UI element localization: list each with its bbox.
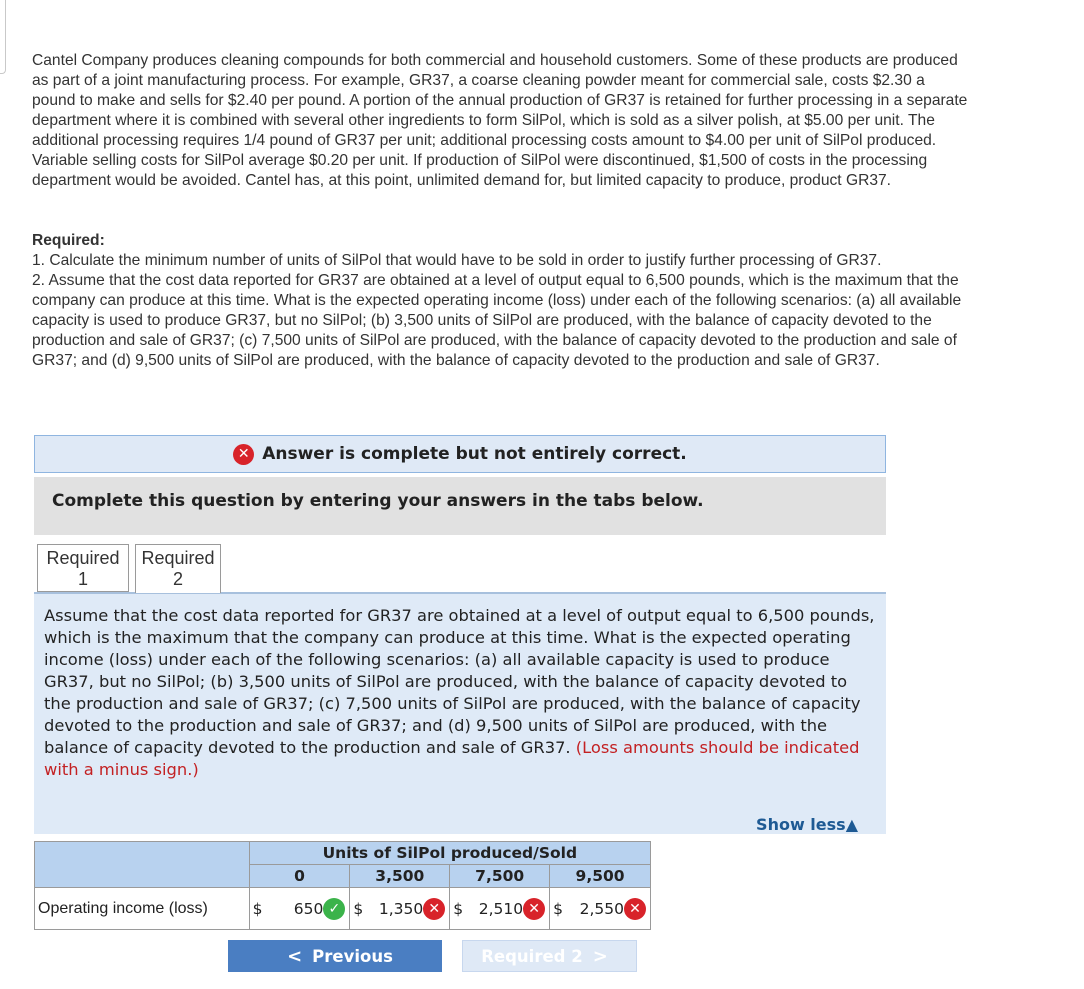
triangle-up-icon: ▲ <box>845 815 858 834</box>
tab-required-2-line2: 2 <box>172 569 183 589</box>
currency-symbol: $ <box>453 900 464 918</box>
show-less-button[interactable] <box>756 815 858 834</box>
answer-cell-7500[interactable] <box>450 888 550 930</box>
required-heading: Required: <box>32 232 105 249</box>
answer-value-9500: 2,550 <box>579 900 624 918</box>
loss-sign-note: (Loss amounts should be indicated with a minus sign.) <box>44 738 860 779</box>
x-circle-icon: ✕ <box>423 898 445 920</box>
requirement-2: 2. Assume that the cost data reported for GR37 are obtained at a level of output equal to 6,500 pounds, which is the maximum that the company can produce at this time. What is the expected operating income (loss) under each of the following scenarios: (a) all available capacity is used to produce GR37, but no SilPol; (b) 3,500 units of SilPol are produced, with the balance of capacity devoted to the production and sale of GR37; (c) 7,500 units of SilPol are produced, with the balance of capacity devoted to the production and sale of GR37; and (d) 9,500 units of SilPol are produced, with the balance of capacity devoted to the production and sale of GR37. <box>32 272 962 369</box>
x-circle-icon: ✕ <box>624 898 646 920</box>
instructions-text: Complete this question by entering your answers in the tabs below. <box>52 491 704 511</box>
chevron-left-icon: < <box>287 945 303 967</box>
chevron-right-icon: > <box>592 945 608 967</box>
panel-question-text <box>44 605 876 781</box>
currency-symbol: $ <box>553 900 563 918</box>
requirement-1: 1. Calculate the minimum number of units of SilPol that would have to be sold in order to justify further processing of GR37. <box>32 252 882 269</box>
page-edge-marker <box>0 0 6 74</box>
requirement-tabs <box>37 544 221 593</box>
problem-intro: Cantel Company produces cleaning compounds for both commercial and household customers. Some of these products are produced as part of a joint manufacturing process. For example, GR37, a coarse cleaning powder meant for commercial sale, costs $2.30 a pound to make and sells for $2.40 per pound. A portion of the annual production of GR37 is retained for further processing in a separate department where it is combined with several other ingredients to form SilPol, which is sold as a silver polish, at $5.00 per unit. The additional processing requires 1/4 pound of GR37 per unit; additional processing costs amount to $4.00 per unit of SilPol produced. Variable selling costs for SilPol average $0.20 per unit. If production of SilPol were discontinued, $1,500 of costs in the processing department would be avoided. Cantel has, at this point, unlimited demand for, but limited capacity to produce, product GR37. <box>32 52 968 189</box>
answer-status-text: Answer is complete but not entirely correct. <box>262 444 687 464</box>
show-less-label: Show less <box>756 815 846 834</box>
operating-income-table <box>34 841 651 930</box>
column-header-0: 0 <box>249 865 350 888</box>
next-required-2-button[interactable] <box>462 940 637 972</box>
panel-question-body: Assume that the cost data reported for GR37 are obtained at a level of output equal to 6,500 pounds, which is the maximum that the company can produce at this time. What is the expected operating income (loss) under each of the following scenarios: (a) all available capacity is used to produce GR37, but no SilPol; (b) 3,500 units of SilPol are produced, with the balance of capacity devoted to the production and sale of GR37; (c) 7,500 units of SilPol are produced, with the balance of capacity devoted to the production and sale of GR37; and (d) 9,500 units of SilPol are produced, with the balance of capacity devoted to the production and sale of GR37. <box>44 606 875 757</box>
column-header-3500: 3,500 <box>350 865 450 888</box>
answer-value-7500: 2,510 <box>478 900 524 918</box>
answer-cell-3500[interactable] <box>350 888 450 930</box>
check-circle-icon: ✓ <box>323 898 345 920</box>
answer-status-banner <box>34 435 886 473</box>
tab-required-1-line2: 1 <box>77 569 88 589</box>
table-corner-header <box>35 842 250 888</box>
answer-value-0: 650 <box>293 900 324 918</box>
previous-label: Previous <box>312 946 393 966</box>
row-label-operating-income: Operating income (loss) <box>35 888 250 930</box>
column-header-7500: 7,500 <box>450 865 550 888</box>
currency-symbol: $ <box>353 900 364 918</box>
units-group-header: Units of SilPol produced/Sold <box>249 842 650 865</box>
x-circle-icon: ✕ <box>523 898 545 920</box>
tab-required-1[interactable] <box>37 544 129 592</box>
tab-required-1-line1: Required <box>46 548 120 568</box>
column-header-9500: 9,500 <box>550 865 651 888</box>
answer-cell-9500[interactable] <box>550 888 651 930</box>
tab-required-2[interactable] <box>135 544 221 593</box>
next-label: Required 2 <box>481 946 583 966</box>
currency-symbol: $ <box>252 900 263 918</box>
answer-cell-0[interactable] <box>249 888 350 930</box>
answer-value-3500: 1,350 <box>378 900 424 918</box>
question-panel <box>34 592 886 834</box>
x-circle-icon: ✕ <box>233 444 254 465</box>
instructions-bar <box>34 477 886 535</box>
previous-button[interactable] <box>228 940 442 972</box>
tab-required-2-line1: Required <box>141 548 215 568</box>
required-section <box>32 231 972 371</box>
